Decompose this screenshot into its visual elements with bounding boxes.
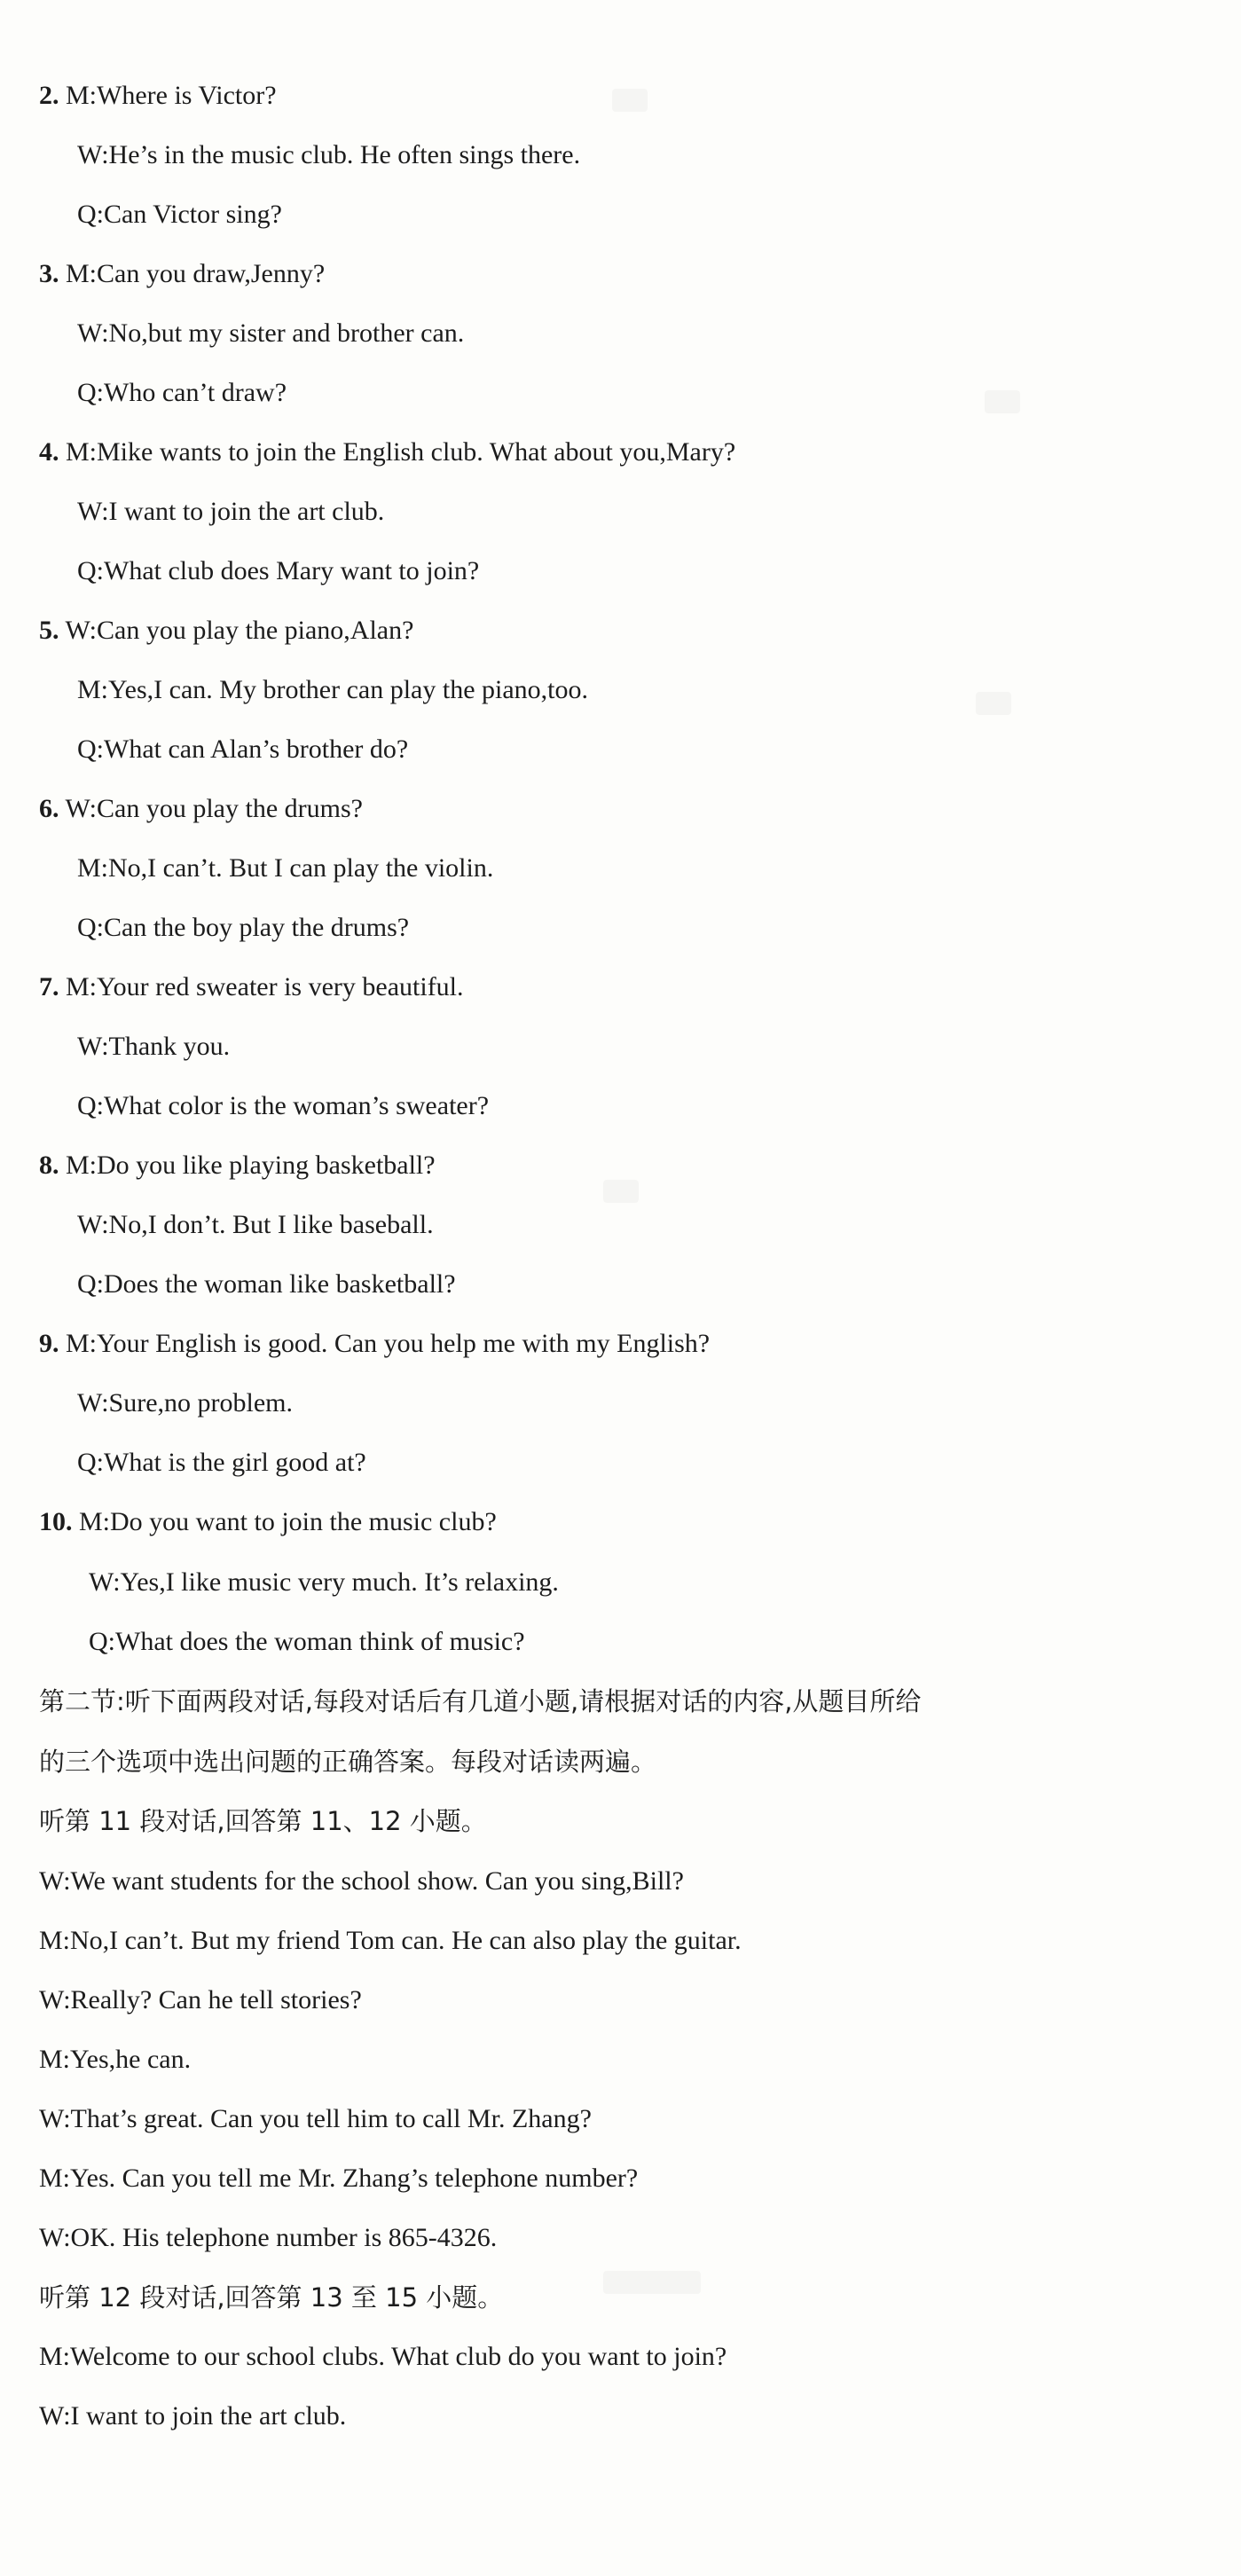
dialogue-number: 9.	[39, 1329, 59, 1358]
dialogue-6-line-2: M:No,I can’t. But I can play the violin.	[77, 853, 494, 883]
dialogue-text: W:Can you play the drums?	[65, 794, 363, 823]
dialogue-2-line-2: W:He’s in the music club. He often sings there.	[77, 140, 581, 169]
dialogue-text: M:Mike wants to join the English club. What about you,Mary?	[66, 437, 736, 467]
dialogue-6-line-1	[39, 791, 363, 827]
dialogue-9-line-1	[39, 1326, 710, 1362]
dialogue-10-line-2: W:Yes,I like music very much. It’s relaxing.	[89, 1567, 559, 1597]
dialogue-text: M:Do you like playing basketball?	[66, 1151, 436, 1180]
dialogue-number: 7.	[39, 972, 59, 1001]
dialogue-5-line-1	[39, 613, 413, 648]
part-11-line-3: W:Really? Can he tell stories?	[39, 1985, 362, 2014]
part-12-line-2: W:I want to join the art club.	[39, 2401, 347, 2431]
part-11-line-2: M:No,I can’t. But my friend Tom can. He can also play the guitar.	[39, 1926, 742, 1955]
dialogue-text: M:Where is Victor?	[66, 81, 277, 110]
dialogue-4-line-1	[39, 435, 735, 470]
dialogue-number: 5.	[39, 616, 59, 645]
dialogue-number: 10.	[39, 1507, 73, 1536]
part-11-line-5: W:That’s great. Can you tell him to call Mr. Zhang?	[39, 2104, 592, 2133]
dialogue-3-line-2: W:No,but my sister and brother can.	[77, 318, 465, 348]
dialogue-5-line-2: M:Yes,I can. My brother can play the piano,too.	[77, 675, 589, 704]
dialogue-10-line-3: Q:What does the woman think of music?	[89, 1627, 525, 1656]
part-12-line-1: M:Welcome to our school clubs. What club do you want to join?	[39, 2342, 727, 2371]
section-2-instruction-line-2: 的三个选项中选出问题的正确答案。每段对话读两遍。	[39, 1747, 657, 1777]
dialogue-8-line-2: W:No,I don’t. But I like baseball.	[77, 1210, 434, 1239]
dialogue-5-line-3: Q:What can Alan’s brother do?	[77, 734, 409, 764]
part-11-heading: 听第 11 段对话,回答第 11、12 小题。	[39, 1806, 487, 1836]
show-through-mark	[603, 1180, 639, 1203]
dialogue-text: M:Your English is good. Can you help me with my English?	[66, 1329, 711, 1358]
part-11-line-1: W:We want students for the school show. Can you sing,Bill?	[39, 1866, 684, 1896]
show-through-mark	[612, 89, 648, 112]
dialogue-number: 2.	[39, 81, 59, 110]
part-11-line-6: M:Yes. Can you tell me Mr. Zhang’s telephone number?	[39, 2164, 639, 2193]
dialogue-3-line-3: Q:Who can’t draw?	[77, 378, 287, 407]
dialogue-8-line-3: Q:Does the woman like basketball?	[77, 1269, 456, 1299]
dialogue-number: 3.	[39, 259, 59, 288]
dialogue-number: 4.	[39, 437, 59, 467]
dialogue-4-line-3: Q:What club does Mary want to join?	[77, 556, 480, 585]
dialogue-number: 6.	[39, 794, 59, 823]
show-through-mark	[603, 2271, 701, 2294]
dialogue-text: M:Your red sweater is very beautiful.	[66, 972, 464, 1001]
dialogue-9-line-2: W:Sure,no problem.	[77, 1388, 294, 1418]
dialogue-text: M:Can you draw,Jenny?	[66, 259, 326, 288]
part-11-line-4: M:Yes,he can.	[39, 2045, 192, 2074]
dialogue-7-line-1	[39, 970, 464, 1005]
dialogue-4-line-2: W:I want to join the art club.	[77, 497, 385, 526]
dialogue-7-line-3: Q:What color is the woman’s sweater?	[77, 1091, 490, 1120]
dialogue-8-line-1	[39, 1148, 436, 1183]
show-through-mark	[985, 390, 1020, 413]
dialogue-text: W:Can you play the piano,Alan?	[65, 616, 414, 645]
dialogue-6-line-3: Q:Can the boy play the drums?	[77, 913, 410, 942]
dialogue-number: 8.	[39, 1151, 59, 1180]
dialogue-3-line-1	[39, 256, 325, 292]
part-12-heading: 听第 12 段对话,回答第 13 至 15 小题。	[39, 2282, 504, 2313]
dialogue-9-line-3: Q:What is the girl good at?	[77, 1448, 366, 1477]
section-2-instruction-line-1: 第二节:听下面两段对话,每段对话后有几道小题,请根据对话的内容,从题目所给	[39, 1686, 922, 1716]
dialogue-2-line-1	[39, 78, 277, 114]
part-11-line-7: W:OK. His telephone number is 865-4326.	[39, 2223, 498, 2252]
dialogue-text: M:Do you want to join the music club?	[79, 1507, 497, 1536]
dialogue-10-line-1	[39, 1504, 497, 1540]
dialogue-2-line-3: Q:Can Victor sing?	[77, 200, 282, 229]
show-through-mark	[976, 692, 1011, 715]
dialogue-7-line-2: W:Thank you.	[77, 1032, 231, 1061]
